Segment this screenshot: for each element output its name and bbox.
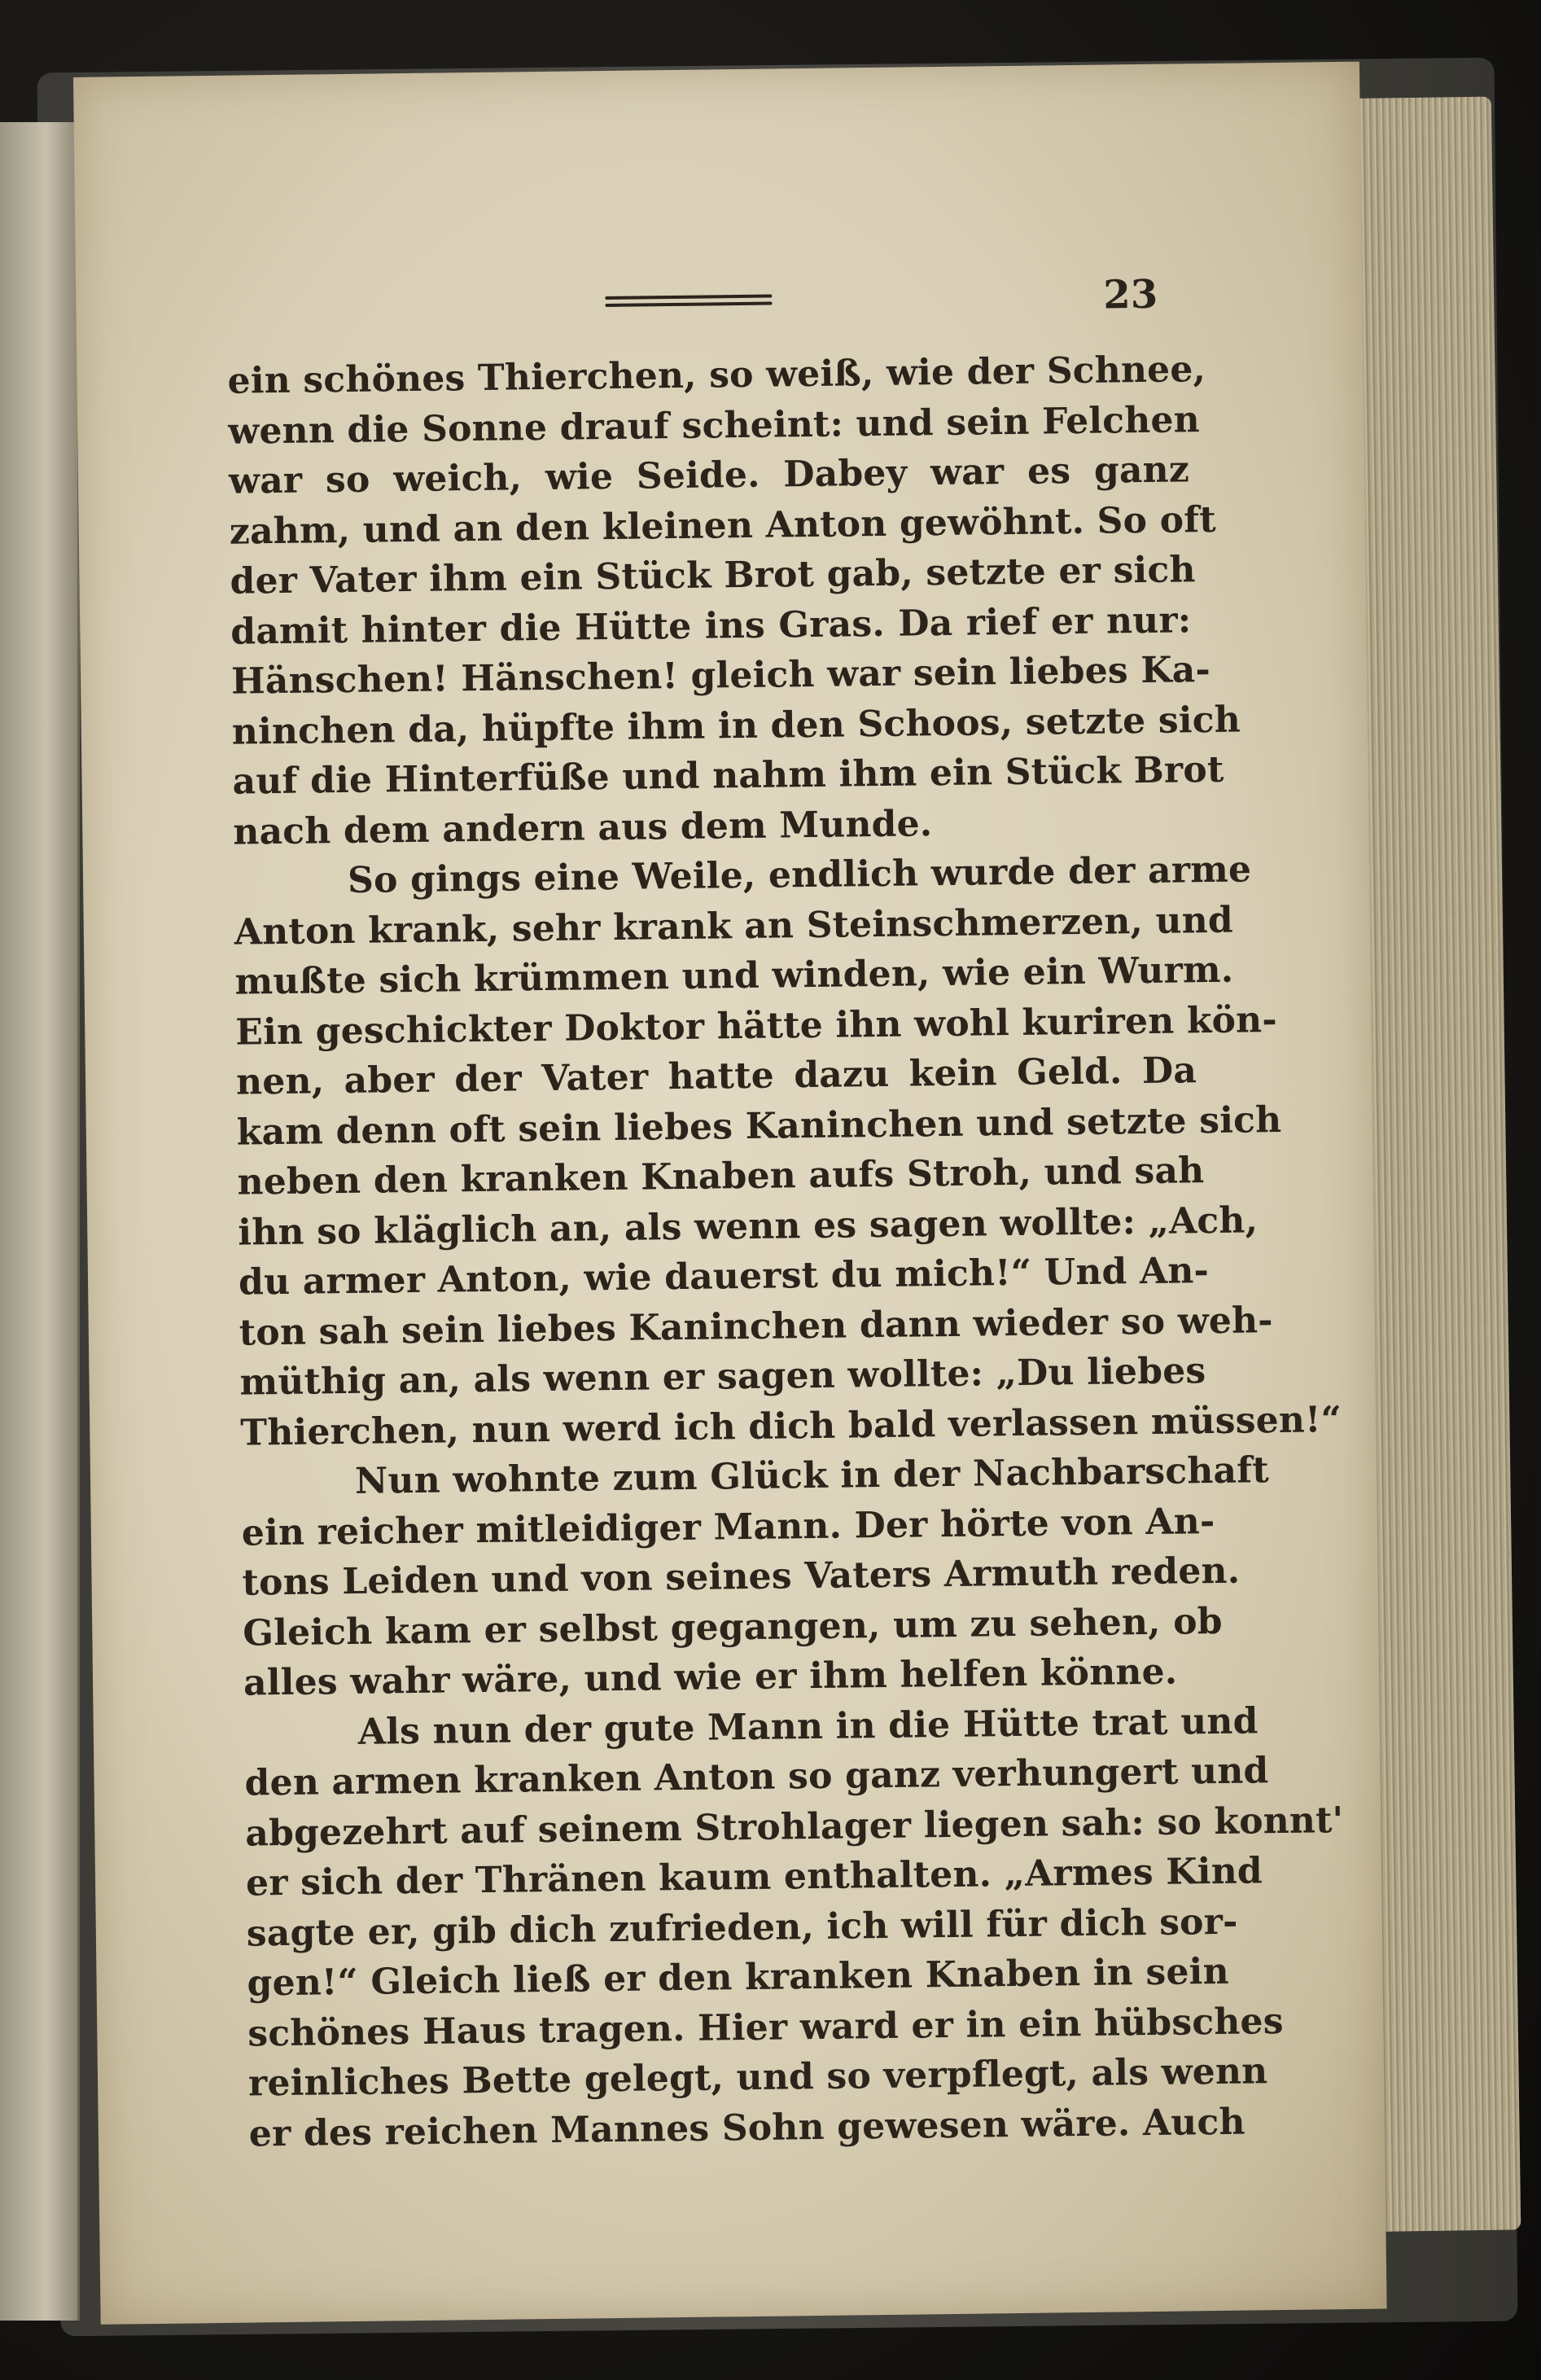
text-line: wenn die Sonne drauf scheint: und sein Felchen bbox=[228, 398, 1201, 453]
text-line: er sich der Thränen kaum enthalten. „Armes Kind bbox=[245, 1850, 1263, 1904]
text-line: neben den kranken Knaben aufs Stroh, und sah bbox=[237, 1150, 1205, 1203]
text-line: er des reichen Mannes Sohn gewesen wäre. Auch bbox=[248, 2101, 1245, 2155]
text-line: Gleich kam er selbst gegangen, um zu sehen, ob bbox=[243, 1600, 1223, 1655]
text-line: Als nun der gute Mann in die Hütte trat und bbox=[357, 1699, 1259, 1753]
text-line: tons Leiden und von seines Vaters Armuth reden. bbox=[242, 1549, 1241, 1604]
book-page bbox=[73, 62, 1387, 2325]
header-rule bbox=[605, 295, 772, 309]
text-line: den armen kranken Anton so ganz verhungert und bbox=[244, 1750, 1269, 1804]
text-line: auf die Hinterfüße und nahm ihm ein Stück Brot bbox=[232, 748, 1224, 803]
text-line: abgezehrt auf seinem Strohlager liegen sah: so konnt' bbox=[245, 1799, 1344, 1855]
text-line: alles wahr wäre, und wie er ihm helfen könne. bbox=[243, 1650, 1178, 1704]
text-line: müthig an, als wenn er sagen wollte: „Du liebes bbox=[239, 1350, 1206, 1404]
text-line: kam denn oft sein liebes Kaninchen und setzte sich bbox=[236, 1098, 1282, 1154]
text-line: du armer Anton, wie dauerst du mich!“ Und An- bbox=[238, 1250, 1210, 1304]
text-line: reinliches Bette gelegt, und so verpflegt, als wenn bbox=[247, 2050, 1268, 2105]
text-line: ton sah sein liebes Kaninchen dann wieder so weh- bbox=[239, 1299, 1274, 1354]
text-line: Thierchen, nun werd ich dich bald verlassen müssen!“ bbox=[240, 1398, 1342, 1454]
text-line: gen!“ Gleich ließ er den kranken Knaben in sein bbox=[247, 1950, 1230, 2005]
text-line: der Vater ihm ein Stück Brot gab, setzte er sich bbox=[230, 549, 1196, 603]
text-line: Anton krank, sehr krank an Steinschmerzen, und bbox=[234, 899, 1234, 953]
left-page-edge bbox=[0, 122, 80, 2321]
text-line: war so weich, wie Seide. Dabey war es ganz bbox=[228, 449, 1190, 502]
text-line: nen, aber der Vater hatte dazu kein Geld. Da bbox=[235, 1050, 1197, 1103]
text-line: Nun wohnte zum Glück in der Nachbarschaft bbox=[354, 1449, 1270, 1502]
body-text bbox=[227, 344, 1344, 2159]
text-line: schönes Haus tragen. Hier ward er in ein hübsches bbox=[247, 2000, 1284, 2055]
text-line: Hänschen! Hänschen! gleich war sein liebes Ka- bbox=[230, 648, 1211, 703]
text-line: mußte sich krümmen und winden, wie ein Wurm. bbox=[234, 949, 1234, 1003]
text-line: ninchen da, hüpfte ihm in den Schoos, setzte sich bbox=[231, 699, 1241, 753]
page-number: 23 bbox=[1103, 271, 1158, 318]
text-line: ein schönes Thierchen, so weiß, wie der Schnee, bbox=[227, 348, 1206, 402]
text-line: nach dem andern aus dem Munde. bbox=[233, 802, 933, 853]
text-line: ein reicher mitleidiger Mann. Der hörte von An- bbox=[241, 1500, 1215, 1554]
text-line: ihn so kläglich an, als wenn es sagen wollte: „Ach, bbox=[238, 1199, 1259, 1254]
text-line: zahm, und an den kleinen Anton gewöhnt. So oft bbox=[229, 498, 1217, 553]
text-line: Ein geschickter Doktor hätte ihn wohl kuriren kön- bbox=[235, 998, 1278, 1054]
page-header bbox=[76, 270, 1363, 334]
text-line: sagte er, gib dich zufrieden, ich will für dich sor- bbox=[246, 1900, 1238, 1955]
text-line: damit hinter die Hütte ins Gras. Da rief er nur: bbox=[230, 598, 1192, 653]
text-line: So gings eine Weile, endlich wurde der arme bbox=[347, 848, 1252, 901]
